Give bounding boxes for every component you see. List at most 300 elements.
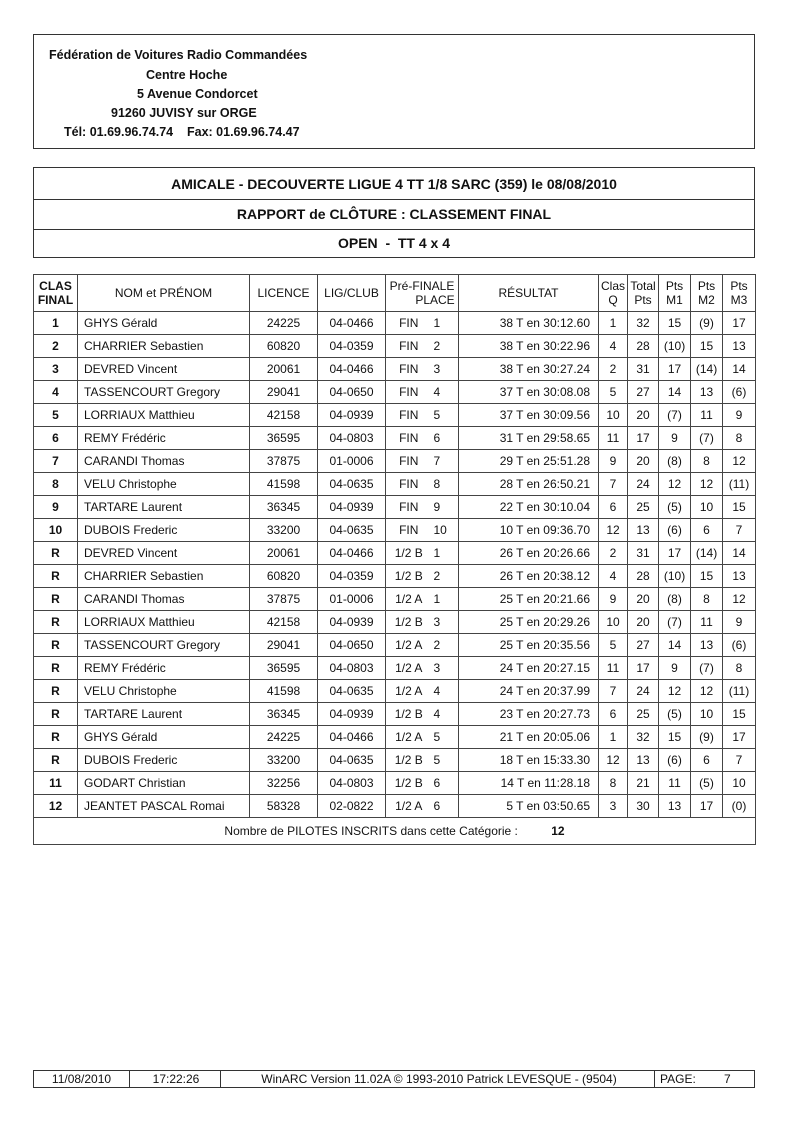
place-cell: 8 xyxy=(432,473,459,496)
col-total-pts: Total Pts xyxy=(628,275,659,312)
table-row xyxy=(34,427,756,450)
pts-m2-cell: 15 xyxy=(691,565,723,588)
pts-m3-cell: 14 xyxy=(723,358,756,381)
classement-cell: 6 xyxy=(34,427,78,450)
total-pts-cell: 24 xyxy=(628,473,659,496)
pilot-name-cell: TASSENCOURT Gregory xyxy=(78,381,250,404)
footer-time: 17:22:26 xyxy=(152,1072,200,1086)
pts-m2-cell: 8 xyxy=(691,450,723,473)
total-pts-cell: 27 xyxy=(628,381,659,404)
pts-m2-cell: 11 xyxy=(691,611,723,634)
pilot-name-cell: REMY Frédéric xyxy=(78,427,250,450)
classement-cell: R xyxy=(34,542,78,565)
results-table xyxy=(33,274,756,845)
pilot-name-cell: LORRIAUX Matthieu xyxy=(78,611,250,634)
table-row xyxy=(34,473,756,496)
pilot-name-cell: CHARRIER Sebastien xyxy=(78,565,250,588)
pts-m1-cell: (10) xyxy=(659,335,691,358)
pts-m1-cell: 11 xyxy=(659,772,691,795)
pilot-name-cell: GHYS Gérald xyxy=(78,726,250,749)
classement-cell: R xyxy=(34,657,78,680)
place-cell: 9 xyxy=(432,496,459,519)
pts-m2-cell: (9) xyxy=(691,312,723,335)
pts-m1-cell: 17 xyxy=(659,542,691,565)
footer-divider xyxy=(129,1071,130,1087)
result-cell: 26 T en 20:26.66 xyxy=(459,542,599,565)
pts-m3-cell: 12 xyxy=(723,588,756,611)
pts-m3-cell: (11) xyxy=(723,473,756,496)
classement-cell: 7 xyxy=(34,450,78,473)
report-title: RAPPORT de CLÔTURE : CLASSEMENT FINAL xyxy=(236,206,552,222)
classement-cell: 2 xyxy=(34,335,78,358)
pts-m3-cell: 10 xyxy=(723,772,756,795)
pilot-name-cell: DEVRED Vincent xyxy=(78,358,250,381)
table-row xyxy=(34,312,756,335)
place-cell: 10 xyxy=(432,519,459,542)
organization-box xyxy=(33,34,755,149)
pts-m2-cell: (5) xyxy=(691,772,723,795)
pilot-name-cell: CHARRIER Sebastien xyxy=(78,335,250,358)
pilot-name-cell: TASSENCOURT Gregory xyxy=(78,634,250,657)
pts-m3-cell: (11) xyxy=(723,680,756,703)
pts-m3-cell: 9 xyxy=(723,611,756,634)
pts-m2-cell: (7) xyxy=(691,427,723,450)
pts-m1-cell: (5) xyxy=(659,703,691,726)
club-cell: 04-0939 xyxy=(318,611,386,634)
pts-m1-cell: 9 xyxy=(659,657,691,680)
club-cell: 04-0359 xyxy=(318,565,386,588)
col-clas-final: CLAS FINAL xyxy=(34,275,78,312)
table-row xyxy=(34,335,756,358)
pts-m1-cell: 15 xyxy=(659,312,691,335)
classement-cell: R xyxy=(34,680,78,703)
pilot-name-cell: VELU Christophe xyxy=(78,473,250,496)
club-cell: 04-0466 xyxy=(318,542,386,565)
category-title: OPEN - TT 4 x 4 xyxy=(337,235,451,251)
total-pts-cell: 25 xyxy=(628,496,659,519)
clas-q-cell: 1 xyxy=(599,726,628,749)
prefinale-cell: FIN xyxy=(386,427,432,450)
licence-cell: 37875 xyxy=(250,450,318,473)
licence-cell: 36595 xyxy=(250,657,318,680)
pts-m1-cell: 12 xyxy=(659,680,691,703)
pts-m3-cell: 17 xyxy=(723,312,756,335)
classement-cell: 5 xyxy=(34,404,78,427)
result-cell: 23 T en 20:27.73 xyxy=(459,703,599,726)
prefinale-cell: FIN xyxy=(386,404,432,427)
footer-bar xyxy=(33,1070,755,1088)
classement-cell: 10 xyxy=(34,519,78,542)
licence-cell: 32256 xyxy=(250,772,318,795)
place-cell: 1 xyxy=(432,588,459,611)
pts-m2-cell: 12 xyxy=(691,473,723,496)
club-cell: 04-0635 xyxy=(318,680,386,703)
result-cell: 37 T en 30:08.08 xyxy=(459,381,599,404)
place-cell: 1 xyxy=(432,312,459,335)
pts-m1-cell: 15 xyxy=(659,726,691,749)
club-cell: 04-0939 xyxy=(318,496,386,519)
licence-cell: 24225 xyxy=(250,312,318,335)
classement-cell: 8 xyxy=(34,473,78,496)
place-cell: 3 xyxy=(432,611,459,634)
result-cell: 22 T en 30:10.04 xyxy=(459,496,599,519)
pilot-name-cell: VELU Christophe xyxy=(78,680,250,703)
clas-q-cell: 2 xyxy=(599,358,628,381)
pts-m1-cell: 17 xyxy=(659,358,691,381)
club-cell: 04-0803 xyxy=(318,427,386,450)
place-cell: 4 xyxy=(432,381,459,404)
pilot-name-cell: GODART Christian xyxy=(78,772,250,795)
total-pts-cell: 13 xyxy=(628,749,659,772)
clas-q-cell: 5 xyxy=(599,634,628,657)
place-cell: 4 xyxy=(432,680,459,703)
licence-cell: 29041 xyxy=(250,634,318,657)
pts-m2-cell: 10 xyxy=(691,496,723,519)
total-pts-cell: 32 xyxy=(628,312,659,335)
club-cell: 04-0466 xyxy=(318,312,386,335)
result-cell: 38 T en 30:27.24 xyxy=(459,358,599,381)
clas-q-cell: 11 xyxy=(599,427,628,450)
org-street: 5 Avenue Condorcet xyxy=(137,87,258,101)
licence-cell: 58328 xyxy=(250,795,318,818)
result-cell: 25 T en 20:21.66 xyxy=(459,588,599,611)
licence-cell: 41598 xyxy=(250,680,318,703)
pts-m1-cell: (7) xyxy=(659,404,691,427)
classement-cell: R xyxy=(34,703,78,726)
table-row xyxy=(34,772,756,795)
prefinale-cell: FIN xyxy=(386,358,432,381)
classement-cell: R xyxy=(34,749,78,772)
club-cell: 01-0006 xyxy=(318,450,386,473)
clas-q-cell: 11 xyxy=(599,657,628,680)
footer-software: WinARC Version 11.02A © 1993-2010 Patrick LEVESQUE - (9504) xyxy=(261,1072,617,1086)
pts-m3-cell: 14 xyxy=(723,542,756,565)
pts-m2-cell: 10 xyxy=(691,703,723,726)
club-cell: 04-0939 xyxy=(318,703,386,726)
pts-m1-cell: (8) xyxy=(659,588,691,611)
pts-m2-cell: 8 xyxy=(691,588,723,611)
footer-page-label: PAGE: xyxy=(660,1072,696,1086)
clas-q-cell: 4 xyxy=(599,335,628,358)
result-cell: 10 T en 09:36.70 xyxy=(459,519,599,542)
pts-m3-cell: 9 xyxy=(723,404,756,427)
place-cell: 6 xyxy=(432,772,459,795)
pts-m2-cell: (14) xyxy=(691,542,723,565)
col-name: NOM et PRÉNOM xyxy=(78,275,250,312)
footer-page-number: 7 xyxy=(724,1072,731,1086)
pts-m3-cell: 12 xyxy=(723,450,756,473)
pilot-name-cell: DEVRED Vincent xyxy=(78,542,250,565)
classement-cell: R xyxy=(34,588,78,611)
club-cell: 04-0359 xyxy=(318,335,386,358)
place-cell: 6 xyxy=(432,427,459,450)
club-cell: 04-0803 xyxy=(318,657,386,680)
pts-m3-cell: 7 xyxy=(723,519,756,542)
pts-m3-cell: 8 xyxy=(723,657,756,680)
table-row xyxy=(34,542,756,565)
pts-m3-cell: 15 xyxy=(723,703,756,726)
total-pts-cell: 31 xyxy=(628,542,659,565)
result-cell: 18 T en 15:33.30 xyxy=(459,749,599,772)
pts-m3-cell: 13 xyxy=(723,565,756,588)
pilot-name-cell: REMY Frédéric xyxy=(78,657,250,680)
table-row xyxy=(34,703,756,726)
clas-q-cell: 12 xyxy=(599,519,628,542)
total-pts-cell: 25 xyxy=(628,703,659,726)
pts-m3-cell: 17 xyxy=(723,726,756,749)
clas-q-cell: 2 xyxy=(599,542,628,565)
table-row xyxy=(34,358,756,381)
table-row xyxy=(34,795,756,818)
pts-m2-cell: 11 xyxy=(691,404,723,427)
club-cell: 04-0650 xyxy=(318,381,386,404)
licence-cell: 36345 xyxy=(250,703,318,726)
licence-cell: 24225 xyxy=(250,726,318,749)
summary-count: 12 xyxy=(551,824,565,838)
prefinale-cell: 1/2 A xyxy=(386,726,432,749)
pts-m2-cell: 13 xyxy=(691,381,723,404)
prefinale-cell: 1/2 B xyxy=(386,565,432,588)
result-cell: 21 T en 20:05.06 xyxy=(459,726,599,749)
club-cell: 02-0822 xyxy=(318,795,386,818)
classement-cell: R xyxy=(34,726,78,749)
place-cell: 2 xyxy=(432,335,459,358)
result-cell: 24 T en 20:27.15 xyxy=(459,657,599,680)
clas-q-cell: 6 xyxy=(599,703,628,726)
col-clas-q: Clas Q xyxy=(599,275,628,312)
clas-q-cell: 6 xyxy=(599,496,628,519)
total-pts-cell: 30 xyxy=(628,795,659,818)
prefinale-cell: 1/2 A xyxy=(386,634,432,657)
footer-date: 11/08/2010 xyxy=(51,1072,112,1086)
licence-cell: 20061 xyxy=(250,358,318,381)
result-cell: 5 T en 03:50.65 xyxy=(459,795,599,818)
table-row xyxy=(34,519,756,542)
col-pts-m2: Pts M2 xyxy=(691,275,723,312)
pts-m2-cell: 12 xyxy=(691,680,723,703)
pts-m3-cell: 13 xyxy=(723,335,756,358)
total-pts-cell: 21 xyxy=(628,772,659,795)
place-cell: 4 xyxy=(432,703,459,726)
licence-cell: 33200 xyxy=(250,749,318,772)
licence-cell: 36595 xyxy=(250,427,318,450)
table-row xyxy=(34,726,756,749)
result-cell: 26 T en 20:38.12 xyxy=(459,565,599,588)
prefinale-cell: FIN xyxy=(386,450,432,473)
prefinale-cell: 1/2 A xyxy=(386,680,432,703)
clas-q-cell: 3 xyxy=(599,795,628,818)
club-cell: 04-0939 xyxy=(318,404,386,427)
prefinale-cell: FIN xyxy=(386,312,432,335)
table-row xyxy=(34,749,756,772)
col-pts-m3: Pts M3 xyxy=(723,275,756,312)
result-cell: 31 T en 29:58.65 xyxy=(459,427,599,450)
table-row xyxy=(34,450,756,473)
prefinale-cell: FIN xyxy=(386,496,432,519)
clas-q-cell: 4 xyxy=(599,565,628,588)
club-cell: 04-0466 xyxy=(318,726,386,749)
classement-cell: 3 xyxy=(34,358,78,381)
total-pts-cell: 17 xyxy=(628,657,659,680)
club-cell: 04-0803 xyxy=(318,772,386,795)
classement-cell: 11 xyxy=(34,772,78,795)
place-cell: 5 xyxy=(432,726,459,749)
total-pts-cell: 20 xyxy=(628,450,659,473)
pts-m1-cell: (10) xyxy=(659,565,691,588)
org-contact: Tél: 01.69.96.74.74 Fax: 01.69.96.74.47 xyxy=(64,125,300,139)
classement-cell: 1 xyxy=(34,312,78,335)
prefinale-cell: FIN xyxy=(386,381,432,404)
total-pts-cell: 24 xyxy=(628,680,659,703)
prefinale-cell: 1/2 A xyxy=(386,657,432,680)
place-cell: 1 xyxy=(432,542,459,565)
clas-q-cell: 9 xyxy=(599,450,628,473)
table-row xyxy=(34,588,756,611)
licence-cell: 60820 xyxy=(250,335,318,358)
prefinale-cell: FIN xyxy=(386,519,432,542)
classement-cell: 12 xyxy=(34,795,78,818)
pts-m2-cell: (14) xyxy=(691,358,723,381)
place-cell: 2 xyxy=(432,565,459,588)
col-pts-m1: Pts M1 xyxy=(659,275,691,312)
summary-row xyxy=(34,818,756,845)
prefinale-cell: FIN xyxy=(386,473,432,496)
place-cell: 3 xyxy=(432,657,459,680)
prefinale-cell: 1/2 A xyxy=(386,795,432,818)
pts-m1-cell: (8) xyxy=(659,450,691,473)
clas-q-cell: 9 xyxy=(599,588,628,611)
total-pts-cell: 32 xyxy=(628,726,659,749)
table-row xyxy=(34,404,756,427)
clas-q-cell: 7 xyxy=(599,680,628,703)
result-cell: 25 T en 20:29.26 xyxy=(459,611,599,634)
licence-cell: 29041 xyxy=(250,381,318,404)
pts-m3-cell: 15 xyxy=(723,496,756,519)
prefinale-cell: 1/2 B xyxy=(386,611,432,634)
prefinale-cell: 1/2 B xyxy=(386,542,432,565)
total-pts-cell: 28 xyxy=(628,565,659,588)
pts-m1-cell: 13 xyxy=(659,795,691,818)
pts-m1-cell: 12 xyxy=(659,473,691,496)
clas-q-cell: 10 xyxy=(599,404,628,427)
result-cell: 14 T en 11:28.18 xyxy=(459,772,599,795)
col-club: LIG/CLUB xyxy=(318,275,386,312)
licence-cell: 37875 xyxy=(250,588,318,611)
club-cell: 04-0635 xyxy=(318,473,386,496)
club-cell: 04-0466 xyxy=(318,358,386,381)
titles-box xyxy=(33,167,755,258)
table-row xyxy=(34,680,756,703)
total-pts-cell: 20 xyxy=(628,404,659,427)
prefinale-cell: 1/2 A xyxy=(386,588,432,611)
org-center: Centre Hoche xyxy=(146,68,228,82)
total-pts-cell: 17 xyxy=(628,427,659,450)
licence-cell: 33200 xyxy=(250,519,318,542)
result-cell: 25 T en 20:35.56 xyxy=(459,634,599,657)
result-cell: 24 T en 20:37.99 xyxy=(459,680,599,703)
pts-m3-cell: (6) xyxy=(723,381,756,404)
pts-m1-cell: (6) xyxy=(659,519,691,542)
pts-m1-cell: 14 xyxy=(659,381,691,404)
prefinale-cell: 1/2 B xyxy=(386,703,432,726)
clas-q-cell: 1 xyxy=(599,312,628,335)
result-cell: 28 T en 26:50.21 xyxy=(459,473,599,496)
place-cell: 7 xyxy=(432,450,459,473)
classement-cell: R xyxy=(34,634,78,657)
pilot-name-cell: TARTARE Laurent xyxy=(78,496,250,519)
pilot-name-cell: CARANDI Thomas xyxy=(78,588,250,611)
pts-m1-cell: 14 xyxy=(659,634,691,657)
pilot-name-cell: GHYS Gérald xyxy=(78,312,250,335)
licence-cell: 42158 xyxy=(250,404,318,427)
place-cell: 2 xyxy=(432,634,459,657)
table-row xyxy=(34,611,756,634)
total-pts-cell: 20 xyxy=(628,588,659,611)
event-title: AMICALE - DECOUVERTE LIGUE 4 TT 1/8 SARC (359) le 08/08/2010 xyxy=(171,176,617,192)
pilot-name-cell: TARTARE Laurent xyxy=(78,703,250,726)
table-row xyxy=(34,496,756,519)
classement-cell: R xyxy=(34,611,78,634)
col-prefinale-place: Pré-FINALE PLACE xyxy=(386,275,459,312)
total-pts-cell: 27 xyxy=(628,634,659,657)
pts-m3-cell: (6) xyxy=(723,634,756,657)
clas-q-cell: 12 xyxy=(599,749,628,772)
table-row xyxy=(34,565,756,588)
place-cell: 3 xyxy=(432,358,459,381)
pts-m2-cell: 13 xyxy=(691,634,723,657)
prefinale-cell: 1/2 B xyxy=(386,772,432,795)
total-pts-cell: 31 xyxy=(628,358,659,381)
org-city: 91260 JUVISY sur ORGE xyxy=(111,106,257,120)
club-cell: 01-0006 xyxy=(318,588,386,611)
pts-m2-cell: (7) xyxy=(691,657,723,680)
result-cell: 29 T en 25:51.28 xyxy=(459,450,599,473)
club-cell: 04-0650 xyxy=(318,634,386,657)
total-pts-cell: 13 xyxy=(628,519,659,542)
classement-cell: R xyxy=(34,565,78,588)
pts-m2-cell: 6 xyxy=(691,749,723,772)
licence-cell: 41598 xyxy=(250,473,318,496)
table-row xyxy=(34,634,756,657)
prefinale-cell: 1/2 B xyxy=(386,749,432,772)
pts-m3-cell: 7 xyxy=(723,749,756,772)
col-result: RÉSULTAT xyxy=(459,275,599,312)
pilot-name-cell: DUBOIS Frederic xyxy=(78,749,250,772)
col-licence: LICENCE xyxy=(250,275,318,312)
pts-m2-cell: 6 xyxy=(691,519,723,542)
total-pts-cell: 28 xyxy=(628,335,659,358)
clas-q-cell: 10 xyxy=(599,611,628,634)
result-cell: 37 T en 30:09.56 xyxy=(459,404,599,427)
pilot-name-cell: CARANDI Thomas xyxy=(78,450,250,473)
pts-m2-cell: 17 xyxy=(691,795,723,818)
footer-divider xyxy=(220,1071,221,1087)
total-pts-cell: 20 xyxy=(628,611,659,634)
licence-cell: 36345 xyxy=(250,496,318,519)
prefinale-cell: FIN xyxy=(386,335,432,358)
licence-cell: 60820 xyxy=(250,565,318,588)
pts-m2-cell: 15 xyxy=(691,335,723,358)
pts-m1-cell: (6) xyxy=(659,749,691,772)
classement-cell: 9 xyxy=(34,496,78,519)
place-cell: 6 xyxy=(432,795,459,818)
clas-q-cell: 8 xyxy=(599,772,628,795)
pts-m2-cell: (9) xyxy=(691,726,723,749)
club-cell: 04-0635 xyxy=(318,519,386,542)
licence-cell: 20061 xyxy=(250,542,318,565)
summary-label: Nombre de PILOTES INSCRITS dans cette Catégorie : xyxy=(224,824,518,838)
table-row xyxy=(34,381,756,404)
